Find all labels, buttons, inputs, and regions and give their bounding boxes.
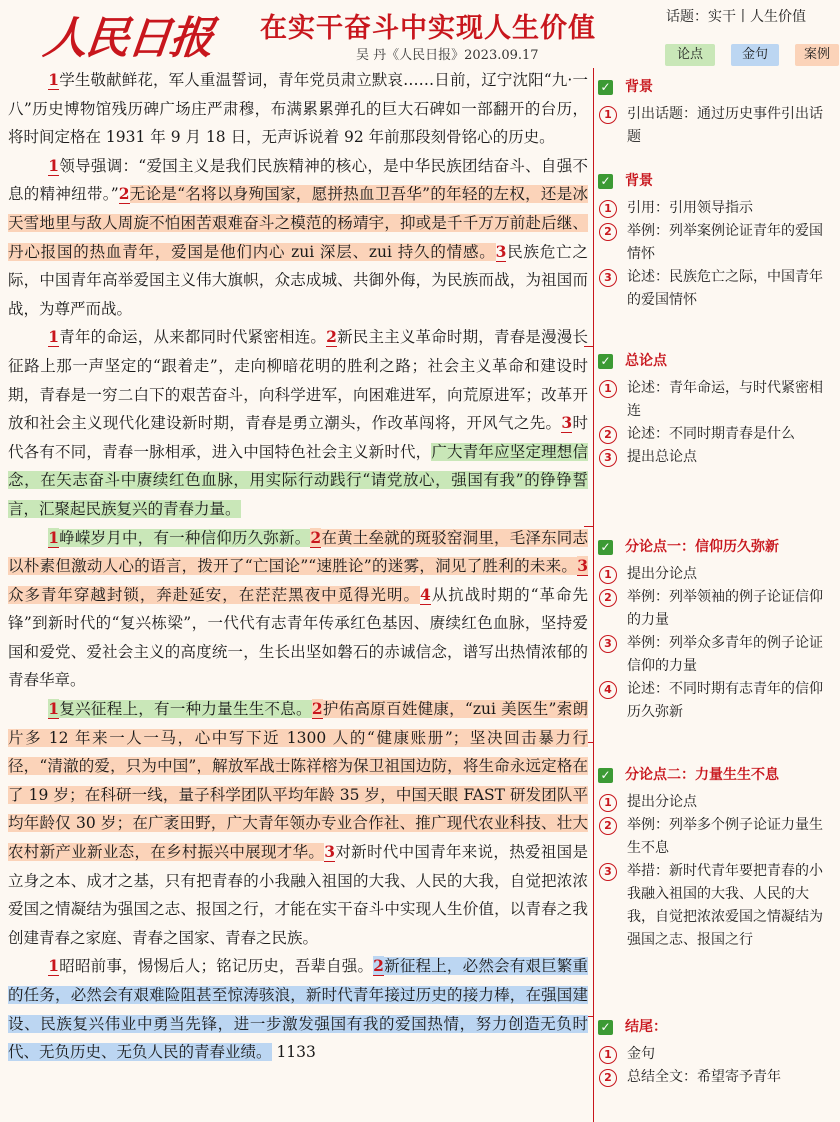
highlighted-text: 众多青年穿越封锁，奔赴延安，在茫茫黑夜中觅得光明。 — [8, 585, 420, 604]
highlighted-text: 无论是“名将以身殉国家，愿拼热血卫吾华”的年轻的左权，还是冰天雪地里与敌人周旋不怕困苦艰难奋斗之模范的杨靖宇，抑或是千千万万前赴后继、丹心报国的热血青年，爱国是他们内心 zui 深层、zui 持久的情感。 — [8, 185, 588, 261]
check-icon: ✓ — [598, 80, 613, 95]
outline-heading-label: 分论点一：信仰历久弥新 — [625, 539, 779, 555]
page-title: 在实干奋斗中实现人生价值 — [260, 13, 596, 44]
outline-item-text: 举措：新时代青年要把青春的小我融入祖国的大我、人民的大我，自觉把浓浓爱国之情凝结为强国之志、报国之行 — [627, 863, 823, 948]
byline: 吴 丹《人民日报》2023.09.17 — [356, 48, 539, 63]
paragraph-marker: 1 — [48, 155, 60, 175]
circled-number: 2 — [599, 223, 617, 241]
circled-number: 1 — [599, 1046, 617, 1064]
outline-item — [598, 586, 836, 632]
outline-heading-label: 背景 — [625, 79, 653, 95]
topic-label: 话题：实干丨人生价值 — [666, 9, 806, 25]
body-text: 对新时代中国青年来说，热爱祖国是立身之本、成才之基，只有把青春的小我融入祖国的大我、人民的大我，自觉把浓浓爱国之情凝结为强国之志、报国之行，才能在实干奋斗中实现人生价值，以青春之我创建青春之家庭、青春之国家、青春之民族。 — [8, 843, 588, 947]
outline-item-text: 论述：不同时期有志青年的信仰历久弥新 — [627, 681, 823, 720]
highlighted-text: 广大青年应坚定理想信念，在矢志奋斗中赓续红色血脉，用实际行动践行“请党放心，强国有我”的铮铮誓言，汇聚起民族复兴的青春力量。 — [8, 442, 588, 518]
article-paragraph — [8, 323, 588, 523]
legend-argument-tag: 论点 — [665, 44, 715, 66]
outline-item-text: 提出分论点 — [627, 566, 697, 582]
circled-number: 2 — [599, 817, 617, 835]
outline-item — [598, 423, 836, 446]
outline-item — [598, 103, 836, 149]
outline-heading-label: 背景 — [625, 173, 653, 189]
outline-item — [598, 791, 836, 814]
legend-case-tag: 案例 — [795, 44, 839, 66]
check-icon: ✓ — [598, 1020, 613, 1035]
article-paragraph — [8, 695, 588, 952]
outline-item — [598, 266, 836, 312]
outline-item-text: 举例：列举案例论证青年的爱国情怀 — [627, 223, 823, 262]
paragraph-marker: 3 — [577, 556, 588, 576]
body-text: 青年的命运，从来都同时代紧密相连。 — [59, 328, 327, 347]
outline-section — [598, 536, 836, 724]
outline-item — [598, 377, 836, 423]
highlighted-text: 新征程上，必然会有艰巨繁重的任务，必然会有艰难险阻甚至惊涛骇浪，新时代青年接过历史的接力棒，在强国建设、民族复兴伟业中勇当先锋，进一步激发强国有我的爱国热情，努力创造无负时代、无负历史、无负人民的青春业绩。 — [8, 957, 588, 1062]
outline-heading — [598, 170, 836, 193]
body-text: 从抗战时期的“革命先锋”到新时代的“复兴栋梁”，一代代有志青年传承红色基因、赓续红色血脉，坚持爱国和爱党、爱社会主义的高度统一，生长出坚如磐石的赤诚信念，谱写出热情浓郁的青春华章。 — [8, 585, 588, 690]
paragraph-marker: 1 — [48, 327, 60, 347]
outline-item-text: 总结全文：希望寄予青年 — [627, 1069, 781, 1085]
circled-number: 3 — [599, 635, 617, 653]
circled-number: 1 — [599, 380, 617, 398]
body-text: 昭昭前事，惕惕后人；铭记历史，吾辈自强。 — [59, 957, 374, 976]
paragraph-marker: 3 — [561, 413, 573, 433]
outline-section — [598, 170, 836, 312]
circled-number: 1 — [599, 794, 617, 812]
outline-heading — [598, 536, 836, 559]
outline-item — [598, 563, 836, 586]
outline-item-text: 提出总论点 — [627, 449, 697, 465]
article-paragraph — [8, 952, 588, 1066]
outline-heading — [598, 76, 836, 99]
check-icon: ✓ — [598, 768, 613, 783]
outline-item-text: 举例：列举众多青年的例子论证信仰的力量 — [627, 635, 823, 674]
outline-section — [598, 350, 836, 469]
outline-item-text: 引出话题：通过历史事件引出话题 — [627, 106, 823, 145]
circled-number: 2 — [599, 589, 617, 607]
page-header — [0, 0, 840, 64]
column-divider — [593, 68, 594, 1122]
circled-number: 2 — [599, 426, 617, 444]
outline-heading-label: 分论点二：力量生生不息 — [625, 767, 779, 783]
outline-item-text: 论述：民族危亡之际，中国青年的爱国情怀 — [627, 269, 823, 308]
outline-item — [598, 632, 836, 678]
body-text: 新民主主义革命时期，青春是漫漫长征路上那一声坚定的“跟着走”，走向柳暗花明的胜利之路；社会主义革命和建设时期，青春是一穷二白下的艰苦奋斗，向科学进军，向困难进军，向荒原进军；改革开放和社会主义现代化建设新时期，青春是勇立潮头，作改革闯将，开风气之先。 — [8, 328, 588, 433]
legend-quote-tag: 金句 — [731, 44, 779, 66]
outline-item-text: 金句 — [627, 1046, 655, 1062]
circled-number: 3 — [599, 449, 617, 467]
outline-item — [598, 1043, 836, 1066]
check-icon: ✓ — [598, 174, 613, 189]
outline-item — [598, 678, 836, 724]
paragraph-marker: 1 — [48, 527, 60, 547]
highlighted-text: 护佑高原百姓健康，“zui 美医生”索朗片多 12 年来一人一马，心中写下近 1300 人的“健康账册”；坚决回击暴力行径，“清澈的爱，只为中国”，解放军战士陈祥榕为保卫祖国边防，将生命永远定格在了 19 岁；在科研一线，量子科学团队平均年龄 35 岁，中国天眼 FAST 研发团队平均年龄仅 30 岁；在广袤田野，广大青年领办专业合作社、推广现代农业科技、壮大农村新产业新业态，在乡村振兴中展现才华。 — [8, 700, 588, 862]
outline-section — [598, 76, 836, 149]
paragraph-marker: 3 — [324, 842, 336, 862]
paragraph-marker: 1 — [48, 70, 60, 89]
outline-item — [598, 860, 836, 952]
circled-number: 4 — [599, 681, 617, 699]
paragraph-marker: 2 — [326, 327, 337, 347]
paragraph-marker: 2 — [310, 527, 322, 547]
outline-item-text: 举例：列举多个例子论证力量生生不息 — [627, 817, 823, 856]
highlighted-text: 在黄土垒就的斑驳窑洞里，毛泽东同志以朴素但激动人心的语言，拨开了“亡国论”“速胜论”的迷雾，洞见了胜利的未来。 — [8, 528, 588, 576]
body-text: 领导强调：“爱国主义是我们民族精神的核心，是中华民族团结奋斗、自强不息的精神纽带。” — [8, 156, 588, 204]
check-icon: ✓ — [598, 540, 613, 555]
paragraph-marker: 2 — [118, 184, 130, 204]
outline-item — [598, 220, 836, 266]
paragraph-marker: 2 — [311, 699, 323, 719]
highlighted-text: 峥嵘岁月中，有一种信仰历久弥新。 — [59, 528, 311, 547]
circled-number: 1 — [599, 200, 617, 218]
paragraph-marker: 4 — [419, 584, 431, 604]
circled-number: 1 — [599, 566, 617, 584]
article-body — [8, 66, 588, 1067]
body-text: 民族危亡之际，中国青年高举爱国主义伟大旗帜，众志成城、共御外侮，为民族而战，为祖国而战，为尊严而战。 — [8, 242, 588, 318]
paragraph-marker: 2 — [373, 956, 384, 976]
circled-number: 2 — [599, 1069, 617, 1087]
circled-number: 1 — [599, 106, 617, 124]
outline-heading-label: 结尾： — [625, 1019, 667, 1035]
body-text: 1133 — [271, 1043, 316, 1062]
outline-section — [598, 764, 836, 952]
outline-item-text: 举例：列举领袖的例子论证信仰的力量 — [627, 589, 823, 628]
outline-heading — [598, 1016, 836, 1039]
outline-item — [598, 1066, 836, 1089]
check-icon: ✓ — [598, 354, 613, 369]
paragraph-marker: 1 — [48, 699, 60, 719]
article-paragraph — [8, 524, 588, 696]
article-paragraph — [8, 66, 588, 152]
outline-item-text: 提出分论点 — [627, 794, 697, 810]
outline-item — [598, 446, 836, 469]
outline-item-text: 论述：青年命运，与时代紧密相连 — [627, 380, 823, 419]
outline-section — [598, 1016, 836, 1089]
body-text: 学生敬献鲜花，军人重温誓词，青年党员肃立默哀……日前，辽宁沈阳“九·一八”历史博物馆残历碑广场庄严肃穆，布满累累弹孔的巨大石碑如一部翻开的台历，将时间定格在 1931 年 9 月 18 日，无声诉说着 92 年前那段刻骨铭心的历史。 — [8, 71, 588, 147]
outline-item-text: 引用：引用领导指示 — [627, 200, 753, 216]
circled-number: 3 — [599, 863, 617, 881]
outline-heading — [598, 764, 836, 787]
article-paragraph — [8, 152, 588, 324]
paragraph-marker: 3 — [495, 241, 507, 261]
outline-heading — [598, 350, 836, 373]
body-text: 时代各有不同，青春一脉相承，进入中国特色社会主义新时代， — [8, 414, 588, 461]
circled-number: 3 — [599, 269, 617, 287]
newspaper-logo: 人民日报 — [40, 13, 215, 64]
paragraph-marker: 1 — [48, 956, 60, 976]
outline-item — [598, 814, 836, 860]
highlighted-text: 复兴征程上，有一种力量生生不息。 — [59, 700, 312, 719]
outline-item-text: 论述：不同时期青春是什么 — [627, 426, 795, 442]
outline-item — [598, 197, 836, 220]
outline-heading-label: 总论点 — [625, 353, 667, 369]
